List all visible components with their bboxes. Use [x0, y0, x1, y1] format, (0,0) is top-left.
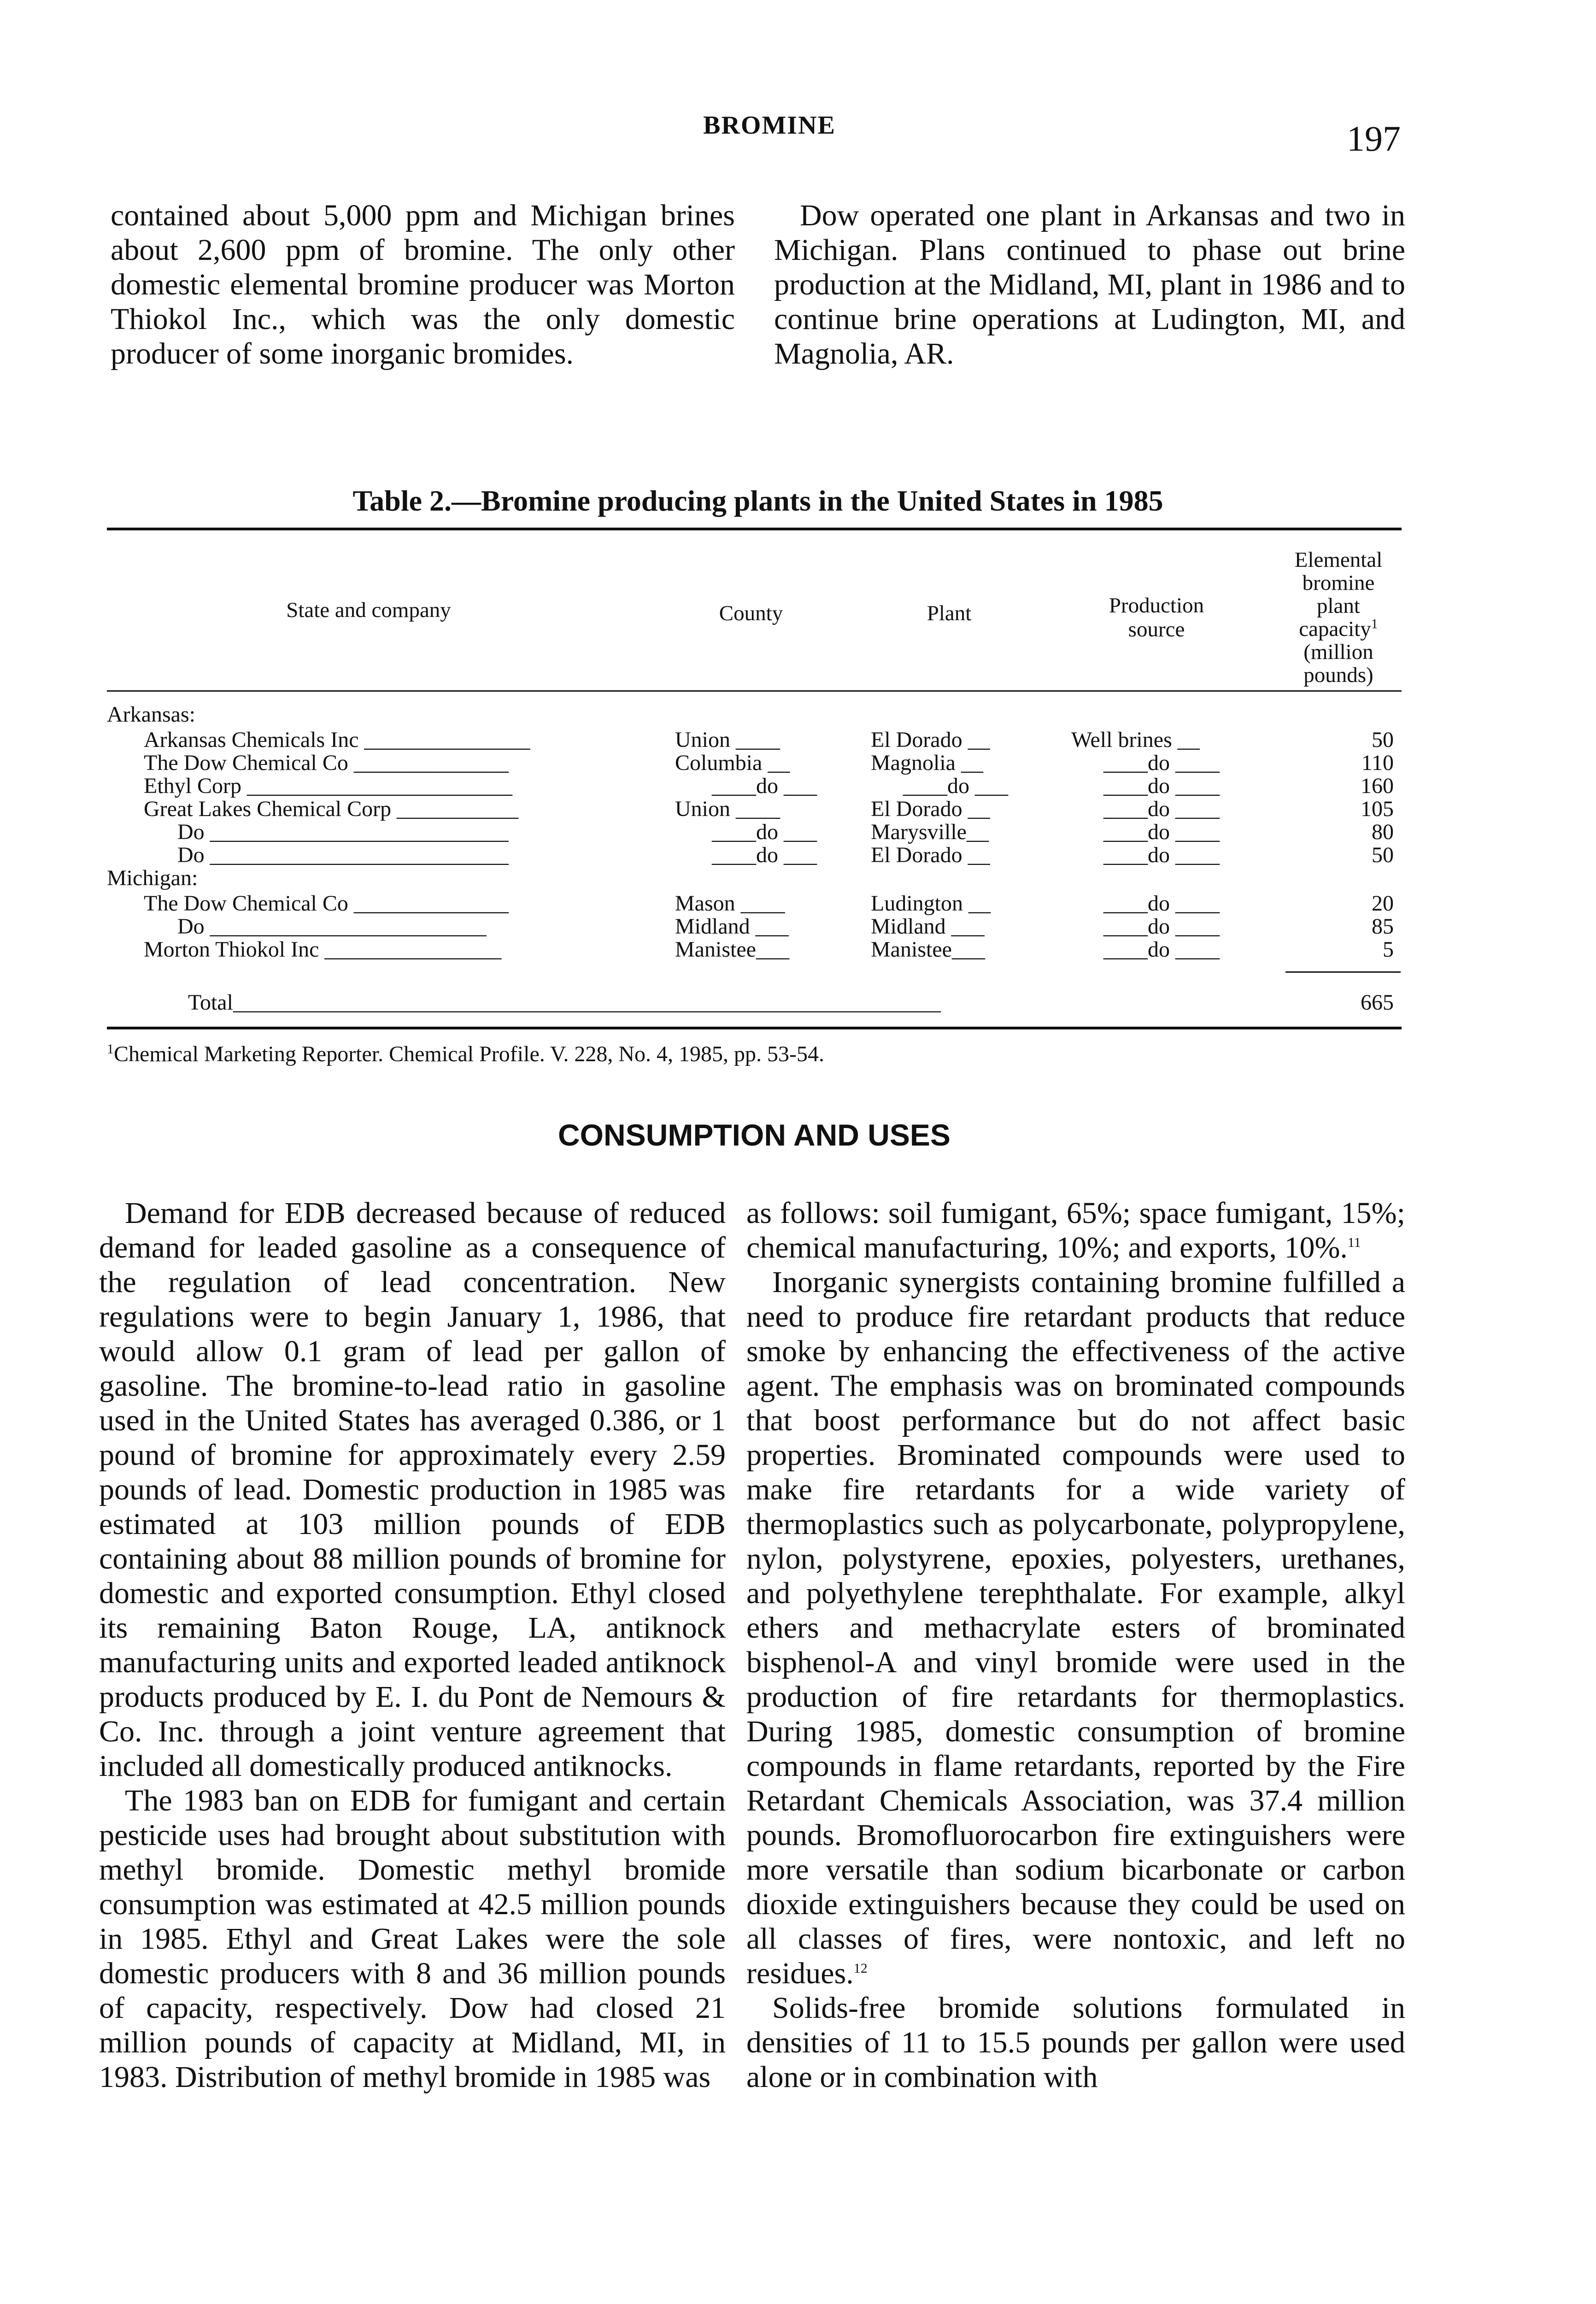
- section-heading: CONSUMPTION AND USES: [558, 1118, 951, 1152]
- cell-capacity: 5: [1383, 937, 1394, 962]
- table-row: [0, 843, 1596, 869]
- intro-left-paragraph: contained about 5,000 ppm and Michigan brines about 2,600 ppm of bromine. The only other domestic elemental bromine producer was Morton Thiokol Inc., which was the only domestic producer of some inorganic bromides.: [111, 199, 735, 370]
- footnote-mark: 1: [107, 1041, 114, 1057]
- cell-plant: Magnolia __: [871, 751, 983, 775]
- cell-company: Do ___________________________: [177, 820, 509, 844]
- cell-company: Do _________________________: [177, 914, 487, 939]
- cell-capacity: 20: [1372, 891, 1394, 916]
- cell-capacity: 80: [1372, 820, 1394, 844]
- cell-county: Mason ____: [675, 891, 785, 916]
- cell-company: Morton Thiokol Inc ________________: [144, 937, 502, 962]
- cell-source: Well brines __: [1071, 728, 1200, 752]
- cell-company: The Dow Chemical Co ______________: [144, 751, 509, 775]
- table-row: [0, 728, 1596, 754]
- header-capacity: [1272, 548, 1405, 687]
- body-right-column: [746, 1196, 1405, 2094]
- cell-county: ____do ___: [712, 843, 817, 867]
- header-cap-line2: bromine: [1302, 571, 1375, 595]
- table-row: [0, 774, 1596, 800]
- table-row: [0, 915, 1596, 940]
- intro-left-column: [111, 198, 735, 371]
- cell-source: ____do ____: [1103, 774, 1220, 798]
- cell-capacity: 50: [1372, 843, 1394, 867]
- group-row-arkansas: [0, 703, 1596, 729]
- cell-company: The Dow Chemical Co ______________: [144, 891, 509, 916]
- table-row: [0, 892, 1596, 917]
- body-paragraph: The 1983 ban on EDB for fumigant and certain pesticide uses had brought about substitution with methyl bromide. Domestic methyl bromide consumption was estimated at 42.5 million pounds in 1985. Ethyl and Great Lakes were the sole domestic producers with 8 and 36 million pounds of capacity, respectively. Dow had closed 21 million pounds of capacity at Midland, MI, in 1983. Distribution of methyl bromide in 1985 was: [99, 1784, 726, 2094]
- total-rule: [1285, 971, 1401, 973]
- cell-plant: Marysville__: [871, 820, 989, 844]
- body-paragraph: Solids-free bromide solutions formulated in densities of 11 to 15.5 pounds per gallon were used alone or in combination with: [746, 1991, 1405, 2094]
- intro-right-paragraph: Dow operated one plant in Arkansas and two in Michigan. Plans continued to phase out brine production at the Midland, MI, plant in 1986 and to continue brine operations at Ludington, MI, and Magnolia, AR.: [774, 199, 1405, 370]
- cell-company: Do ___________________________: [177, 843, 509, 867]
- header-source-line1: Production: [1109, 594, 1204, 617]
- header-state-company: State and company: [286, 598, 451, 622]
- cell-source: ____do ____: [1103, 751, 1220, 775]
- header-cap-line6: pounds): [1303, 663, 1373, 687]
- table-header-rule: [107, 690, 1402, 692]
- cell-capacity: 105: [1361, 797, 1394, 821]
- header-plant: Plant: [927, 601, 972, 625]
- total-value: 665: [1361, 990, 1394, 1015]
- group-row-michigan: [0, 866, 1596, 892]
- cell-county: Union ____: [675, 797, 780, 821]
- table-footnote: [107, 1041, 1402, 1067]
- cell-company: Arkansas Chemicals Inc _______________: [144, 728, 530, 752]
- table-title: Table 2.—Bromine producing plants in the United States in 1985: [352, 484, 1163, 517]
- cell-county: ____do ___: [712, 820, 817, 844]
- cell-source: ____do ____: [1103, 914, 1220, 939]
- cell-plant: El Dorado __: [871, 728, 990, 752]
- header-county: County: [719, 601, 783, 625]
- header-production-source: [1069, 594, 1244, 641]
- table-row: [0, 938, 1596, 964]
- total-label: Total________________________________________________________________: [188, 990, 941, 1015]
- running-head: BROMINE: [703, 111, 836, 140]
- cell-plant: El Dorado __: [871, 797, 990, 821]
- paragraph-text: Inorganic synergists containing bromine fulfilled a need to produce fire retardant products that reduce smoke by enhancing the effectiveness of the active agent. The emphasis was on brominated compounds that boost performance but do not affect basic properties. Brominated compounds were used to make fire retardants for a wide variety of thermoplastics such as polycarbonate, polypropylene, nylon, polystyrene, epoxies, polyesters, urethanes, and polyethylene terephthalate. For example, alkyl ethers and methacrylate esters of brominated bisphenol-A and vinyl bromide were used in the production of fire retardants for thermoplastics. During 1985, domestic consumption of bromine compounds in flame retardants, reported by the Fire Retardant Chemicals Association, was 37.4 million pounds. Bromofluorocarbon fire extinguishers were more versatile than sodium bicarbonate or carbon dioxide extinguishers because they could be used on all classes of fires, were nontoxic, and left no residues.: [746, 1265, 1405, 1990]
- cell-plant: Ludington __: [871, 891, 991, 916]
- header-cap-line4: [1272, 617, 1405, 641]
- paragraph-text: as follows: soil fumigant, 65%; space fumigant, 15%; chemical manufacturing, 10%; and exports, 10%.: [746, 1196, 1405, 1264]
- table-bottom-rule: [107, 1027, 1402, 1029]
- group-label: Arkansas:: [107, 702, 195, 727]
- table-row: [0, 797, 1596, 823]
- cell-capacity: 85: [1372, 914, 1394, 939]
- group-label: Michigan:: [107, 866, 198, 890]
- header-cap-line1: Elemental: [1294, 548, 1383, 572]
- cell-plant: Midland ___: [871, 914, 985, 939]
- header-source-line2: source: [1128, 617, 1185, 641]
- table-row: [0, 751, 1596, 777]
- intro-right-column: [774, 198, 1405, 371]
- body-paragraph: Demand for EDB decreased because of reduced demand for leaded gasoline as a consequence of the regulation of lead concentration. New regulations were to begin January 1, 1986, that would allow 0.1 gram of lead per gallon of gasoline. The bromine-to-lead ratio in gasoline used in the United States has averaged 0.386, or 1 pound of bromine for approximately every 2.59 pounds of lead. Domestic production in 1985 was estimated at 103 million pounds of EDB containing about 88 million pounds of bromine for domestic and exported consumption. Ethyl closed its remaining Baton Rouge, LA, antiknock manufacturing units and exported leaded antiknock products produced by E. I. du Pont de Nemours & Co. Inc. through a joint venture agreement that included all domestically produced antiknocks.: [99, 1196, 726, 1783]
- cell-plant: El Dorado __: [871, 843, 990, 867]
- body-left-column: [99, 1196, 726, 2094]
- cell-company: Great Lakes Chemical Corp ___________: [144, 797, 519, 821]
- cell-capacity: 110: [1361, 751, 1394, 775]
- header-cap-word: capacity: [1299, 617, 1371, 641]
- page-number: 197: [1347, 118, 1401, 159]
- body-paragraph: [746, 1265, 1405, 1991]
- cell-source: ____do ____: [1103, 820, 1220, 844]
- cell-county: Columbia __: [675, 751, 790, 775]
- cell-company: Ethyl Corp ________________________: [144, 774, 512, 798]
- cell-county: Union ____: [675, 728, 780, 752]
- cell-plant: Manistee___: [871, 937, 985, 962]
- cell-source: ____do ____: [1103, 843, 1220, 867]
- cell-county: Midland ___: [675, 914, 789, 939]
- cell-capacity: 160: [1361, 774, 1394, 798]
- header-cap-line5: (million: [1303, 640, 1373, 664]
- cell-county: Manistee___: [675, 937, 789, 962]
- footnote-text: Chemical Marketing Reporter. Chemical Profile. V. 228, No. 4, 1985, pp. 53-54.: [114, 1042, 824, 1066]
- cell-county: ____do ___: [712, 774, 817, 798]
- footnote-ref: 12: [853, 1961, 868, 1976]
- body-paragraph: [746, 1196, 1405, 1265]
- table-total-row: [0, 991, 1596, 1017]
- cell-capacity: 50: [1372, 728, 1394, 752]
- table-top-rule: [107, 528, 1402, 530]
- cell-source: ____do ____: [1103, 937, 1220, 962]
- table-row: [0, 820, 1596, 846]
- header-cap-line3: plant: [1317, 594, 1360, 618]
- cell-source: ____do ____: [1103, 891, 1220, 916]
- footnote-ref: 11: [1347, 1235, 1361, 1250]
- cell-plant: ____do ___: [903, 774, 1008, 798]
- header-cap-footnote-mark: 1: [1371, 616, 1378, 632]
- cell-source: ____do ____: [1103, 797, 1220, 821]
